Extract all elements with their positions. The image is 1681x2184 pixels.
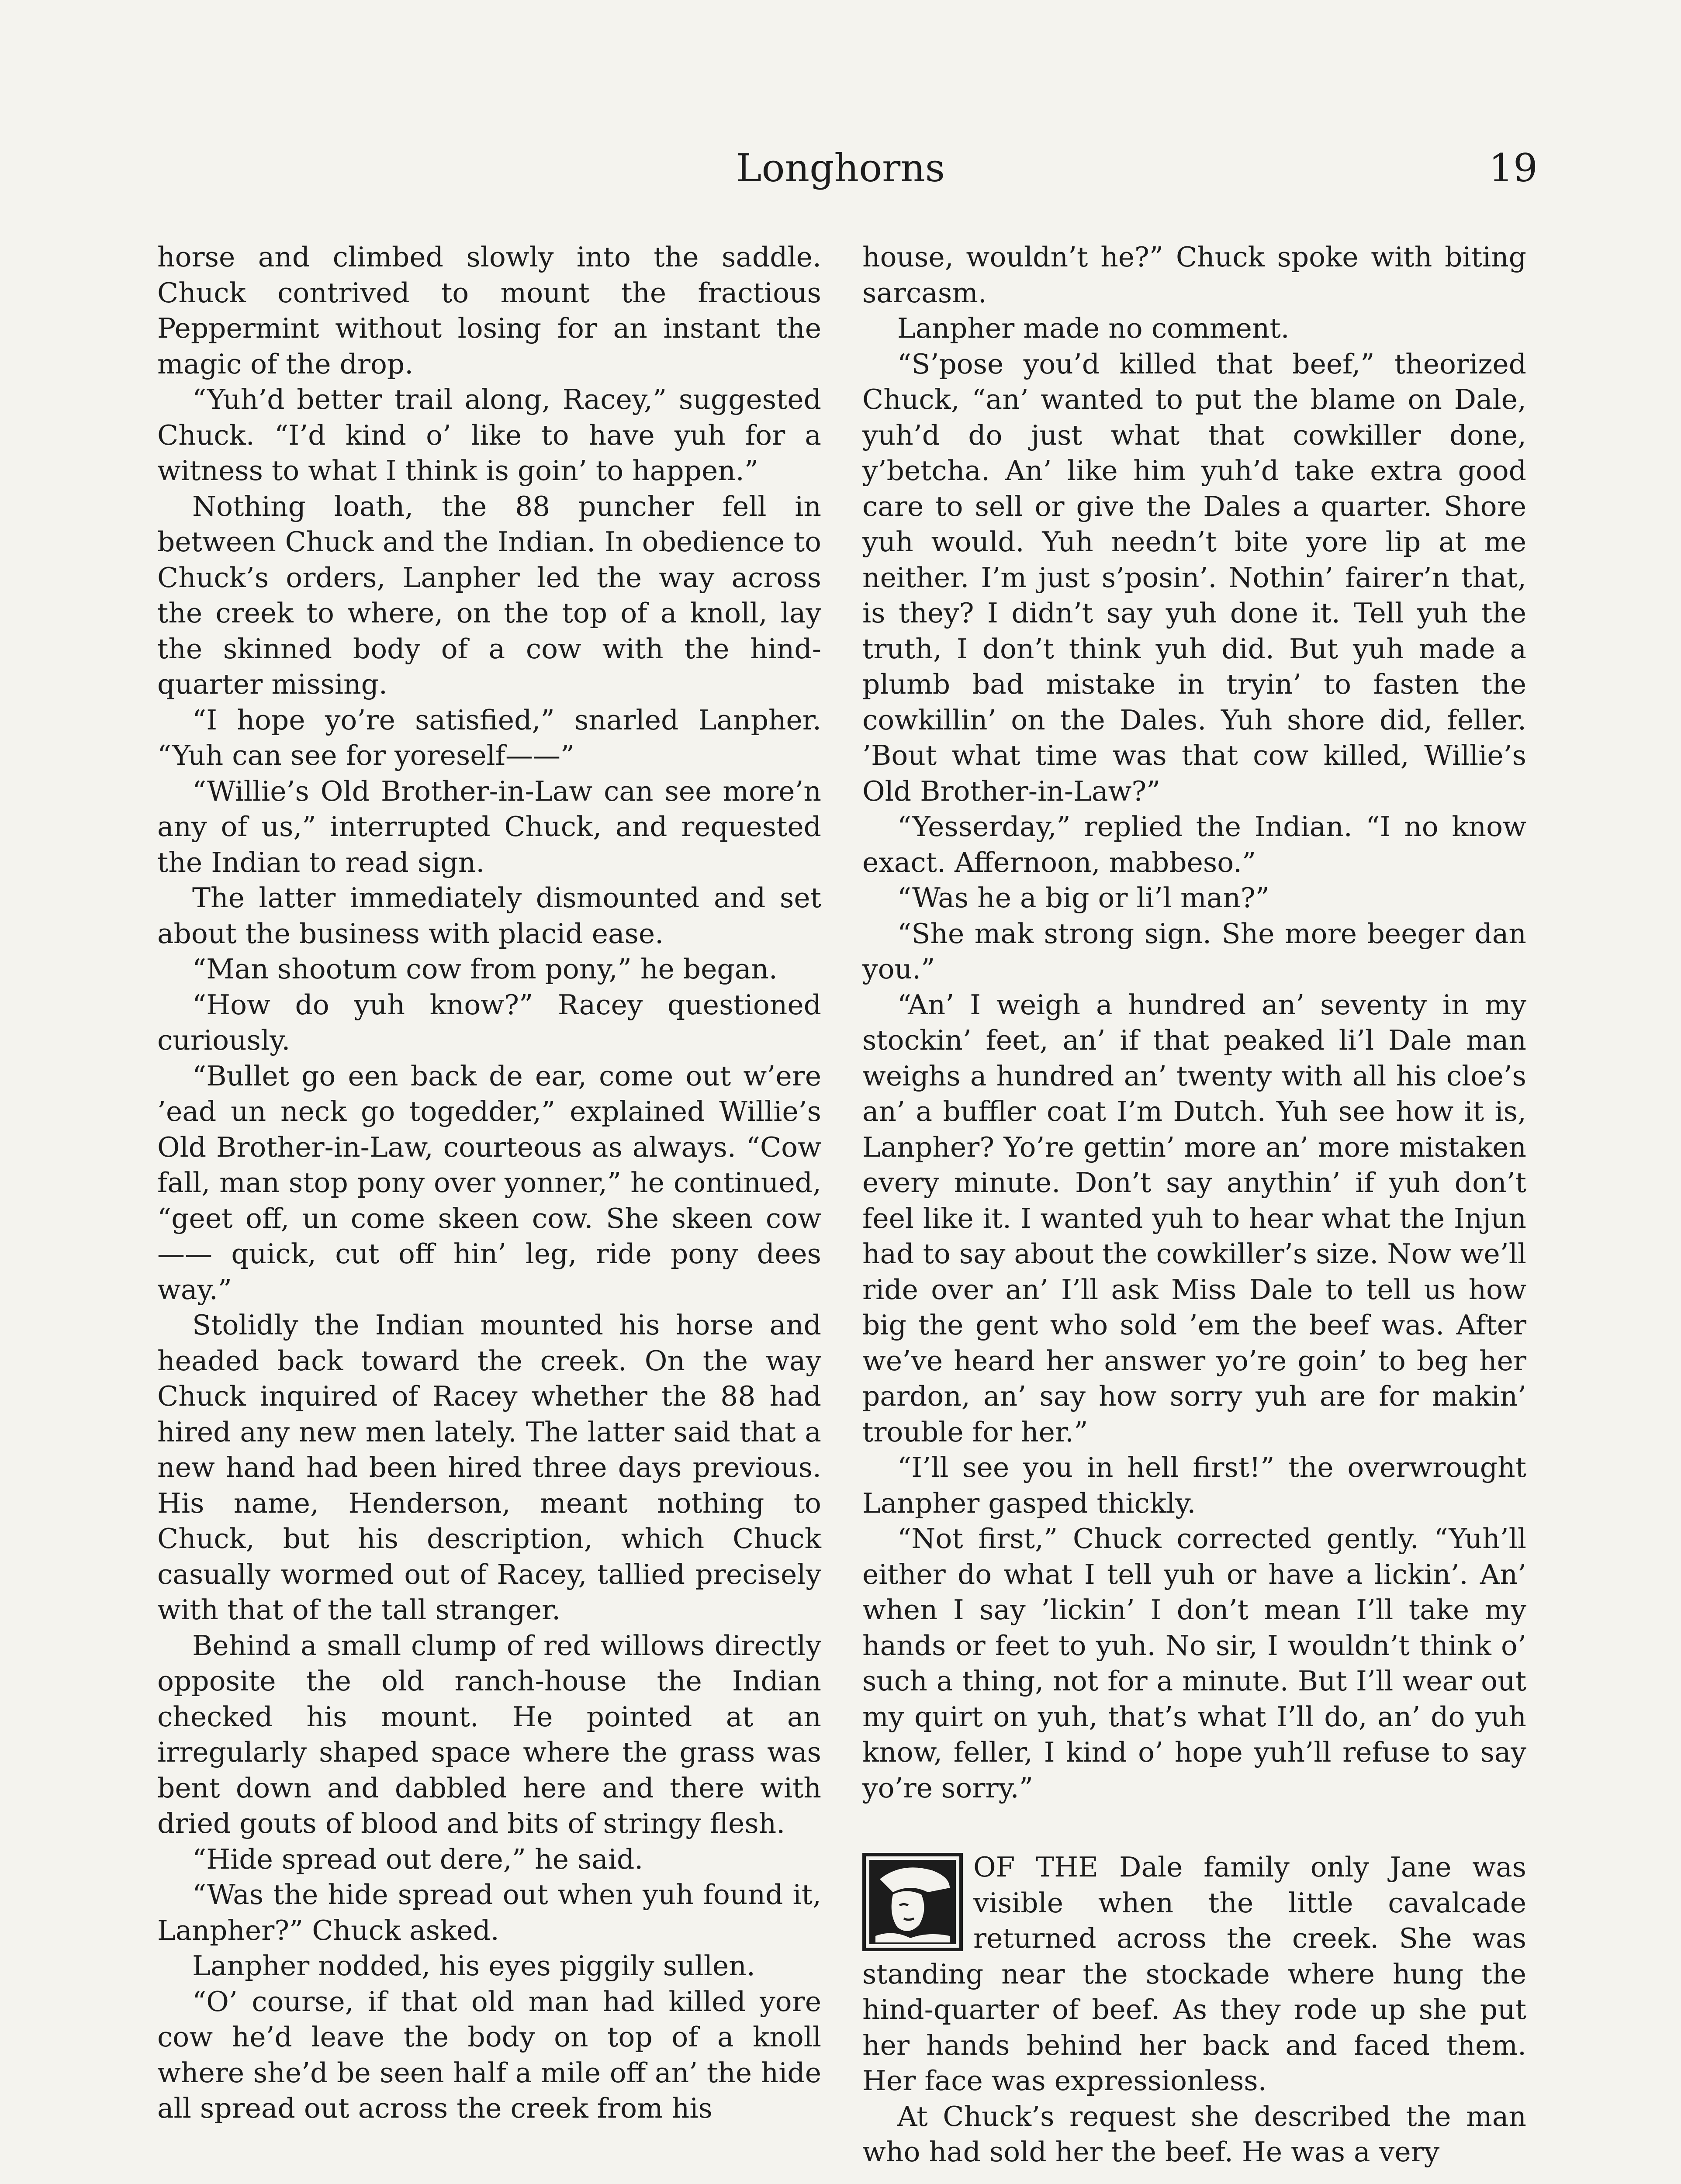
running-title: Longhorns [736, 145, 945, 190]
paragraph: At Chuck’s request she described the man who had sold her the beef. He was a very [862, 2100, 1526, 2168]
paragraph: “Not first,” Chuck corrected gently. “Yuh’ll either do what I tell yuh or have a lickin’. An’ when I say ’lickin’ I don’t mean I’ll take my hands or feet to yuh. No sir, I wouldn’t think o’ such a thing, not for a minute. But I’ll wear out my quirt on yuh, that’s what I’ll do, an’ do yuh know, feller, I kind o’ hope yuh’ll refuse to say yo’re sorry.” [862, 1523, 1526, 1804]
paragraph: “How do yuh know?” Racey questioned curiously. [157, 988, 821, 1056]
section-break [862, 1806, 1526, 1849]
paragraph: horse and climbed slowly into the saddle. Chuck contrived to mount the fractious Peppermint without losing for an instant the magic of the drop. [157, 241, 821, 380]
right-column [862, 239, 1526, 2170]
paragraph: Nothing loath, the 88 puncher fell in between Chuck and the Indian. In obedience to Chuck’s orders, Lanpher led the way across the creek to where, on the top of a knoll, lay the skinned body of a cow with the hind-quarter missing. [157, 490, 821, 700]
paragraph: Lanpher made no comment. [897, 312, 1290, 344]
left-column [157, 239, 821, 2126]
paragraph: The latter immediately dismounted and set about the business with placid ease. [157, 882, 821, 950]
paragraph: Lanpher nodded, his eyes piggily sullen. [192, 1950, 755, 1982]
paragraph: “Man shootum cow from pony,” he began. [192, 953, 778, 985]
paragraph: “Was he a big or li’l man?” [897, 882, 1269, 914]
paragraph: “I’ll see you in hell first!” the overwrought Lanpher gasped thickly. [862, 1451, 1526, 1519]
paragraph: “Bullet go een back de ear, come out w’ere ’ead un neck go togedder,” explained Willie’s Old Brother-in-Law, courteous as always. “Cow fall, man stop pony over yonner,” he continued, “geet off, un come skeen cow. She skeen cow —— quick, cut off hin’ leg, ride pony dees way.” [157, 1060, 821, 1306]
paragraph: “Was the hide spread out when yuh found it, Lanpher?” Chuck asked. [157, 1879, 821, 1946]
paragraph: “An’ I weigh a hundred an’ seventy in my stockin’ feet, an’ if that peaked li’l Dale man weighs a hundred an’ twenty with all his cloe’s an’ a buffler coat I’m Dutch. Yuh see how it is, Lanpher? Yo’re gettin’ more an’ more mistaken every minute. Don’t say anythin’ if yuh don’t feel like it. I wanted yuh to hear what the Injun had to say about the cowkiller’s size. Now we’ll ride over an’ I’ll ask Miss Dale to tell us how big the gent who sold ’em the beef was. After we’ve heard her answer yo’re goin’ to beg her pardon, an’ say how sorry yuh are for makin’ trouble for her.” [862, 988, 1526, 1448]
paragraph: Behind a small clump of red willows directly opposite the old ranch-house the Indian checked his mount. He pointed at an irregularly shaped space where the grass was bent down and dabbled here and there with dried gouts of blood and bits of stringy flesh. [157, 1629, 821, 1839]
paragraph: OF THE Dale family only Jane was visible when the little cavalcade returned across the creek. She was standing near the stockade where hung the hind-quarter of beef. As they rode up she put her hands behind her back and faced them. Her face was expressionless. [862, 1851, 1526, 2097]
paragraph: “Hide spread out dere,” he said. [192, 1843, 643, 1875]
paragraph: “S’pose you’d killed that beef,” theorized Chuck, “an’ wanted to put the blame on Dale, yuh’d do just what that cowkiller done, y’betcha. An’ like him yuh’d take extra good care to sell or give the Dales a quarter. Shore yuh would. Yuh needn’t bite yore lip at me neither. I’m just s’posin’. Nothin’ fairer’n that, is they? I didn’t say yuh done it. Tell yuh the truth, I don’t think yuh did. But yuh made a plumb bad mistake in tryin’ to fasten the cowkillin’ on the Dales. Yuh shore did, feller. ’Bout what time was that cow killed, Willie’s Old Brother-in-Law?” [862, 348, 1526, 807]
paragraph: “Yuh’d better trail along, Racey,” suggested Chuck. “I’d kind o’ like to have yuh for a witness to what I think is goin’ to happen.” [157, 384, 821, 487]
page-number: 19 [1489, 145, 1538, 190]
paragraph: “Yesserday,” replied the Indian. “I no know exact. Affernoon, mabbeso.” [862, 811, 1526, 878]
paragraph: “O’ course, if that old man had killed yore cow he’d leave the body on top of a knoll where she’d be seen half a mile off an’ the hide all spread out across the creek from his [157, 1985, 821, 2124]
paragraph: house, wouldn’t he?” Chuck spoke with biting sarcasm. [862, 241, 1526, 309]
paragraph: Stolidly the Indian mounted his horse and headed back toward the creek. On the way Chuck inquired of Racey whether the 88 had hired any new men lately. The latter said that a new hand had been hired three days previous. His name, Henderson, meant nothing to Chuck, but his description, which Chuck casually wormed out of Racey, tallied precisely with that of the tall stranger. [157, 1309, 821, 1626]
paragraph: “Willie’s Old Brother-in-Law can see more’n any of us,” interrupted Chuck, and requested the Indian to read sign. [157, 775, 821, 878]
paragraph: “She mak strong sign. She more beeger dan you.” [862, 917, 1526, 985]
paragraph: “I hope yo’re satisfied,” snarled Lanpher. “Yuh can see for yoreself——” [157, 704, 821, 771]
drop-cap-vignette-icon [862, 1853, 963, 1951]
page-header [0, 144, 1681, 201]
